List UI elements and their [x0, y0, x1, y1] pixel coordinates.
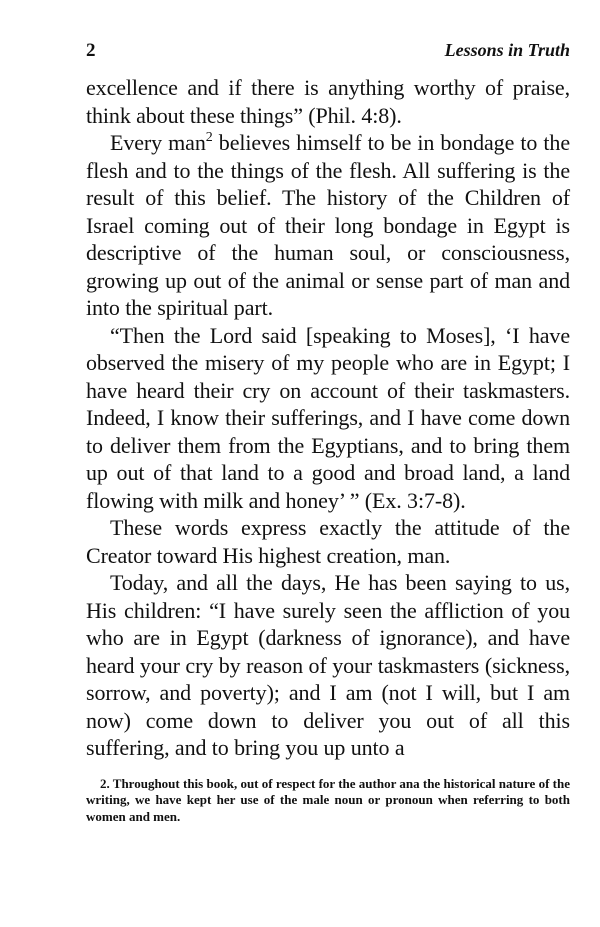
body-text: [86, 74, 570, 762]
page-number: 2: [86, 40, 96, 61]
footnotes: [86, 776, 570, 826]
running-title: Lessons in Truth: [444, 40, 570, 60]
paragraph-bondage: [86, 129, 570, 322]
book-page: [86, 40, 570, 825]
paragraph-text: Every man: [110, 130, 206, 155]
running-head: [86, 40, 570, 74]
footnote-2: 2. Throughout this book, out of respect for the author ana the historical nature of the writing, we have kept her use of the male noun or pronoun when referring to both women and men.: [86, 775, 570, 824]
paragraph-creator: These words express exactly the attitude of the Creator toward His highest creation, man.: [86, 515, 570, 568]
footnote-reference[interactable]: 2: [205, 130, 213, 145]
paragraph-text: believes himself to be in bondage to the flesh and to the things of the flesh. All suffering is the result of this belief. The history of the Children of Israel coming out of their long bondage in Egypt is descriptive of the human soul, or consciousness, growing up out of the animal or sense part of man and into the spiritual part.: [86, 130, 570, 320]
paragraph-today: Today, and all the days, He has been saying to us, His children: “I have surely seen the affliction of you who are in Egypt (darkness of ignorance), and have heard your cry by reason of your taskmasters (sickness, sorrow, and poverty); and I am (not I will, but I am now) come down to deliver you out of all this suffering, and to bring you up unto a: [86, 570, 570, 760]
paragraph-continued: excellence and if there is anything worthy of praise, think about these things” (Phil. 4:8).: [86, 75, 570, 128]
paragraph-moses-quote: “Then the Lord said [speaking to Moses], ‘I have observed the misery of my people who are in Egypt; I have heard their cry on account of their taskmasters. Indeed, I know their sufferings, and I have come down to deliver them from the Egyptians, and to bring them up out of that land to a good and broad land, a land flowing with milk and honey’ ” (Ex. 3:7-8).: [86, 322, 570, 513]
